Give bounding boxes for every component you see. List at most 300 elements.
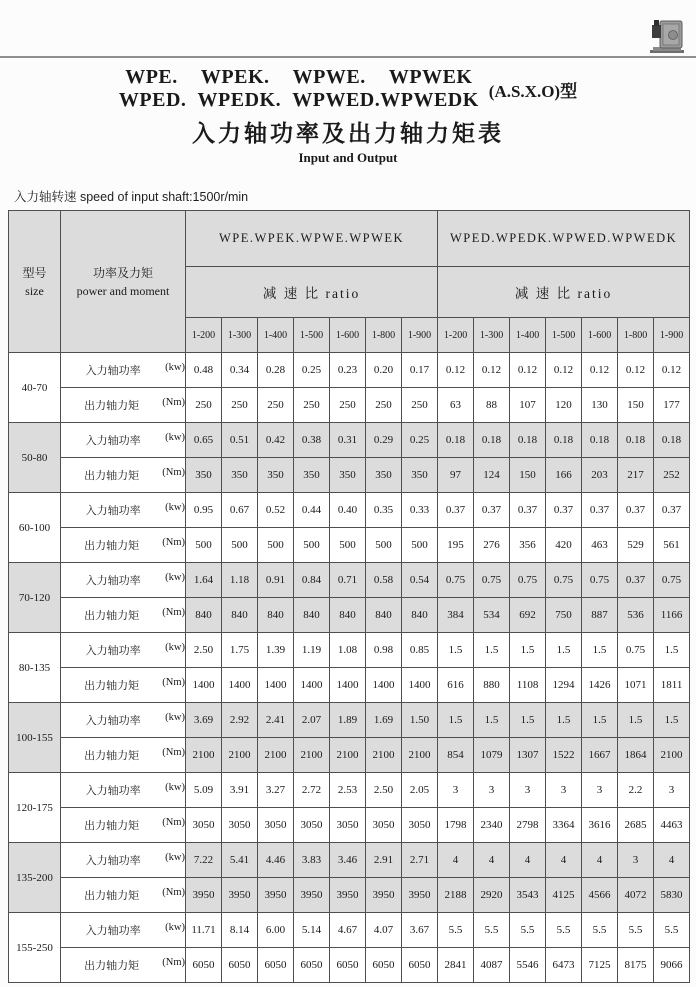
page-title: 入力轴功率及出力轴力矩表	[192, 121, 504, 146]
row-unit: (Nm)	[162, 607, 185, 618]
row-unit: (Nm)	[162, 887, 185, 898]
torque-row	[9, 808, 690, 843]
value-cell: 616	[438, 668, 474, 703]
power-row	[9, 773, 690, 808]
value-cell: 0.71	[330, 563, 366, 598]
row-label: 出力轴力矩	[84, 680, 140, 692]
value-cell: 0.44	[294, 493, 330, 528]
row-label: 入力轴功率	[85, 715, 141, 727]
value-cell: 5.5	[654, 913, 690, 948]
size-cell: 135-200	[9, 843, 61, 913]
value-cell: 0.67	[222, 493, 258, 528]
row-label-cell	[61, 528, 186, 563]
value-cell: 0.37	[618, 563, 654, 598]
value-cell: 1071	[618, 668, 654, 703]
value-cell: 0.18	[618, 423, 654, 458]
value-cell: 3050	[222, 808, 258, 843]
torque-row	[9, 668, 690, 703]
row-label: 出力轴力矩	[84, 820, 140, 832]
value-cell: 0.33	[402, 493, 438, 528]
row-unit: (kw)	[165, 712, 185, 723]
value-cell: 0.75	[582, 563, 618, 598]
row-unit: (Nm)	[162, 817, 185, 828]
value-cell: 1.5	[546, 703, 582, 738]
ratio-column-header: 1-400	[258, 318, 294, 353]
value-cell: 3	[654, 773, 690, 808]
value-cell: 529	[618, 528, 654, 563]
value-cell: 1.64	[186, 563, 222, 598]
value-cell: 2.50	[366, 773, 402, 808]
value-cell: 1.08	[330, 633, 366, 668]
value-cell: 276	[474, 528, 510, 563]
row-label: 入力轴功率	[85, 925, 141, 937]
value-cell: 1798	[438, 808, 474, 843]
value-cell: 840	[186, 598, 222, 633]
value-cell: 500	[294, 528, 330, 563]
value-cell: 2100	[258, 738, 294, 773]
row-label: 入力轴功率	[85, 855, 141, 867]
value-cell: 2.50	[186, 633, 222, 668]
group1-header: WPE.WPEK.WPWE.WPWEK	[186, 211, 438, 267]
value-cell: 0.37	[582, 493, 618, 528]
value-cell: 1400	[294, 668, 330, 703]
value-cell: 0.37	[438, 493, 474, 528]
ratio-column-header: 1-800	[366, 318, 402, 353]
value-cell: 150	[510, 458, 546, 493]
value-cell: 4087	[474, 948, 510, 983]
ratio-column-header: 1-600	[330, 318, 366, 353]
value-cell: 1667	[582, 738, 618, 773]
value-cell: 1079	[474, 738, 510, 773]
value-cell: 6050	[222, 948, 258, 983]
row-unit: (kw)	[165, 852, 185, 863]
value-cell: 2.71	[402, 843, 438, 878]
row-label: 入力轴功率	[85, 575, 141, 587]
row-unit: (kw)	[165, 362, 185, 373]
size-cell: 40-70	[9, 353, 61, 423]
size-cell: 80-135	[9, 633, 61, 703]
value-cell: 2100	[366, 738, 402, 773]
value-cell: 0.37	[546, 493, 582, 528]
row-label-cell	[61, 843, 186, 878]
value-cell: 0.12	[618, 353, 654, 388]
value-cell: 3	[618, 843, 654, 878]
value-cell: 250	[366, 388, 402, 423]
value-cell: 500	[258, 528, 294, 563]
value-cell: 1307	[510, 738, 546, 773]
row-unit: (kw)	[165, 642, 185, 653]
value-cell: 3950	[366, 878, 402, 913]
row-label: 出力轴力矩	[84, 610, 140, 622]
value-cell: 0.12	[546, 353, 582, 388]
value-cell: 854	[438, 738, 474, 773]
value-cell: 3950	[330, 878, 366, 913]
value-cell: 1.5	[654, 703, 690, 738]
size-cell: 50-80	[9, 423, 61, 493]
row-label: 出力轴力矩	[84, 470, 140, 482]
row-label-cell	[61, 353, 186, 388]
torque-row	[9, 738, 690, 773]
title-lines	[119, 66, 479, 112]
value-cell: 3050	[402, 808, 438, 843]
torque-row	[9, 458, 690, 493]
value-cell: 0.12	[474, 353, 510, 388]
row-label: 出力轴力矩	[84, 400, 140, 412]
value-cell: 250	[330, 388, 366, 423]
value-cell: 97	[438, 458, 474, 493]
value-cell: 840	[366, 598, 402, 633]
value-cell: 2685	[618, 808, 654, 843]
value-cell: 0.18	[438, 423, 474, 458]
value-cell: 5830	[654, 878, 690, 913]
value-cell: 4	[546, 843, 582, 878]
value-cell: 1426	[582, 668, 618, 703]
value-cell: 5.5	[546, 913, 582, 948]
value-cell: 0.28	[258, 353, 294, 388]
value-cell: 880	[474, 668, 510, 703]
value-cell: 130	[582, 388, 618, 423]
value-cell: 2.72	[294, 773, 330, 808]
value-cell: 5.5	[474, 913, 510, 948]
row-label-cell	[61, 773, 186, 808]
row-unit: (Nm)	[162, 677, 185, 688]
value-cell: 3616	[582, 808, 618, 843]
value-cell: 2100	[186, 738, 222, 773]
value-cell: 350	[258, 458, 294, 493]
value-cell: 120	[546, 388, 582, 423]
value-cell: 2.41	[258, 703, 294, 738]
value-cell: 3	[582, 773, 618, 808]
value-cell: 0.98	[366, 633, 402, 668]
value-cell: 840	[258, 598, 294, 633]
value-cell: 4	[474, 843, 510, 878]
value-cell: 250	[222, 388, 258, 423]
value-cell: 0.18	[546, 423, 582, 458]
value-cell: 840	[330, 598, 366, 633]
value-cell: 0.37	[654, 493, 690, 528]
value-cell: 195	[438, 528, 474, 563]
row-label-cell	[61, 458, 186, 493]
value-cell: 3950	[402, 878, 438, 913]
value-cell: 166	[546, 458, 582, 493]
value-cell: 2340	[474, 808, 510, 843]
value-cell: 0.52	[258, 493, 294, 528]
value-cell: 3.67	[402, 913, 438, 948]
row-label: 入力轴功率	[85, 505, 141, 517]
value-cell: 1.5	[618, 703, 654, 738]
value-cell: 1.5	[438, 633, 474, 668]
value-cell: 2920	[474, 878, 510, 913]
value-cell: 0.42	[258, 423, 294, 458]
value-cell: 0.12	[582, 353, 618, 388]
ratio-column-header: 1-200	[186, 318, 222, 353]
row-label-cell	[61, 738, 186, 773]
value-cell: 250	[402, 388, 438, 423]
value-cell: 0.18	[510, 423, 546, 458]
ratio-column-header: 1-200	[438, 318, 474, 353]
value-cell: 840	[402, 598, 438, 633]
row-label: 入力轴功率	[85, 435, 141, 447]
value-cell: 4.07	[366, 913, 402, 948]
value-cell: 1.50	[402, 703, 438, 738]
value-cell: 5546	[510, 948, 546, 983]
value-cell: 8175	[618, 948, 654, 983]
torque-row	[9, 948, 690, 983]
value-cell: 0.31	[330, 423, 366, 458]
value-cell: 4.67	[330, 913, 366, 948]
power-row	[9, 843, 690, 878]
value-cell: 0.51	[222, 423, 258, 458]
value-cell: 0.84	[294, 563, 330, 598]
row-unit: (Nm)	[162, 747, 185, 758]
value-cell: 350	[330, 458, 366, 493]
size-cell: 60-100	[9, 493, 61, 563]
value-cell: 692	[510, 598, 546, 633]
value-cell: 500	[222, 528, 258, 563]
value-cell: 0.48	[186, 353, 222, 388]
row-label-cell	[61, 598, 186, 633]
value-cell: 2.91	[366, 843, 402, 878]
value-cell: 4125	[546, 878, 582, 913]
value-cell: 463	[582, 528, 618, 563]
value-cell: 252	[654, 458, 690, 493]
power-moment-column-header	[61, 211, 186, 353]
page-subtitle: Input and Output	[298, 150, 398, 165]
value-cell: 6.00	[258, 913, 294, 948]
value-cell: 1.69	[366, 703, 402, 738]
table-header	[9, 211, 690, 353]
value-cell: 0.85	[402, 633, 438, 668]
top-divider	[0, 56, 696, 58]
value-cell: 0.54	[402, 563, 438, 598]
value-cell: 0.65	[186, 423, 222, 458]
ratio-column-header: 1-500	[546, 318, 582, 353]
value-cell: 4	[510, 843, 546, 878]
value-cell: 384	[438, 598, 474, 633]
value-cell: 150	[618, 388, 654, 423]
value-cell: 3.83	[294, 843, 330, 878]
row-label-cell	[61, 493, 186, 528]
value-cell: 840	[294, 598, 330, 633]
value-cell: 1.75	[222, 633, 258, 668]
row-label: 入力轴功率	[85, 645, 141, 657]
value-cell: 1400	[366, 668, 402, 703]
group2-header: WPED.WPEDK.WPWED.WPWEDK	[438, 211, 690, 267]
ratio-header-2: 减 速 比 ratio	[438, 267, 690, 318]
header-row-groups	[9, 211, 690, 267]
value-cell: 0.29	[366, 423, 402, 458]
row-label: 出力轴力矩	[84, 960, 140, 972]
value-cell: 350	[402, 458, 438, 493]
value-cell: 2188	[438, 878, 474, 913]
value-cell: 250	[258, 388, 294, 423]
value-cell: 1294	[546, 668, 582, 703]
value-cell: 3	[438, 773, 474, 808]
value-cell: 0.75	[438, 563, 474, 598]
reducer-photo	[643, 9, 691, 57]
value-cell: 0.12	[654, 353, 690, 388]
value-cell: 500	[330, 528, 366, 563]
value-cell: 4	[438, 843, 474, 878]
value-cell: 0.23	[330, 353, 366, 388]
value-cell: 2100	[294, 738, 330, 773]
ratio-column-header: 1-500	[294, 318, 330, 353]
row-unit: (kw)	[165, 432, 185, 443]
value-cell: 536	[618, 598, 654, 633]
torque-row	[9, 878, 690, 913]
value-cell: 1811	[654, 668, 690, 703]
page-header	[0, 66, 696, 112]
value-cell: 1.18	[222, 563, 258, 598]
row-label: 入力轴功率	[85, 785, 141, 797]
value-cell: 1.5	[474, 703, 510, 738]
value-cell: 2.07	[294, 703, 330, 738]
value-cell: 1400	[330, 668, 366, 703]
value-cell: 840	[222, 598, 258, 633]
torque-row	[9, 598, 690, 633]
torque-row	[9, 388, 690, 423]
value-cell: 1166	[654, 598, 690, 633]
value-cell: 0.37	[510, 493, 546, 528]
row-unit: (kw)	[165, 572, 185, 583]
value-cell: 0.20	[366, 353, 402, 388]
ratio-column-header: 1-400	[510, 318, 546, 353]
power-row	[9, 703, 690, 738]
value-cell: 0.25	[294, 353, 330, 388]
value-cell: 1108	[510, 668, 546, 703]
value-cell: 5.5	[582, 913, 618, 948]
value-cell: 3.46	[330, 843, 366, 878]
value-cell: 1864	[618, 738, 654, 773]
value-cell: 1.5	[582, 633, 618, 668]
value-cell: 6050	[402, 948, 438, 983]
value-cell: 3050	[258, 808, 294, 843]
value-cell: 420	[546, 528, 582, 563]
value-cell: 3050	[186, 808, 222, 843]
value-cell: 250	[186, 388, 222, 423]
value-cell: 500	[366, 528, 402, 563]
torque-row	[9, 528, 690, 563]
value-cell: 500	[402, 528, 438, 563]
value-cell: 4	[654, 843, 690, 878]
size-header-en: size	[25, 283, 44, 298]
ratio-column-header: 1-300	[474, 318, 510, 353]
power-row	[9, 563, 690, 598]
value-cell: 6050	[294, 948, 330, 983]
size-column-header	[9, 211, 61, 353]
value-cell: 0.75	[546, 563, 582, 598]
value-cell: 3050	[330, 808, 366, 843]
value-cell: 0.37	[474, 493, 510, 528]
value-cell: 2.05	[402, 773, 438, 808]
value-cell: 1522	[546, 738, 582, 773]
value-cell: 107	[510, 388, 546, 423]
value-cell: 3543	[510, 878, 546, 913]
title-line-1: WPE. WPEK. WPWE. WPWEK	[125, 66, 473, 88]
title-suffix: (A.S.X.O)型	[488, 81, 578, 101]
ratio-column-header: 1-900	[654, 318, 690, 353]
value-cell: 1.5	[438, 703, 474, 738]
row-label-cell	[61, 808, 186, 843]
value-cell: 5.09	[186, 773, 222, 808]
ratio-column-header: 1-900	[402, 318, 438, 353]
value-cell: 217	[618, 458, 654, 493]
power-moment-header-en: power and moment	[76, 283, 170, 298]
size-cell: 70-120	[9, 563, 61, 633]
value-cell: 3.27	[258, 773, 294, 808]
value-cell: 5.5	[510, 913, 546, 948]
row-unit: (Nm)	[162, 537, 185, 548]
value-cell: 6473	[546, 948, 582, 983]
value-cell: 1.5	[474, 633, 510, 668]
value-cell: 4566	[582, 878, 618, 913]
value-cell: 3950	[186, 878, 222, 913]
value-cell: 1.19	[294, 633, 330, 668]
value-cell: 0.91	[258, 563, 294, 598]
size-header-cn: 型号	[22, 265, 47, 280]
value-cell: 203	[582, 458, 618, 493]
value-cell: 0.35	[366, 493, 402, 528]
value-cell: 0.25	[402, 423, 438, 458]
value-cell: 1.5	[582, 703, 618, 738]
ratio-column-header: 1-800	[618, 318, 654, 353]
row-label-cell	[61, 948, 186, 983]
value-cell: 6050	[366, 948, 402, 983]
row-unit: (Nm)	[162, 467, 185, 478]
value-cell: 1400	[258, 668, 294, 703]
power-row	[9, 633, 690, 668]
value-cell: 750	[546, 598, 582, 633]
value-cell: 1.39	[258, 633, 294, 668]
power-row	[9, 353, 690, 388]
value-cell: 11.71	[186, 913, 222, 948]
value-cell: 561	[654, 528, 690, 563]
value-cell: 1400	[186, 668, 222, 703]
size-cell: 155-250	[9, 913, 61, 983]
power-row	[9, 423, 690, 458]
value-cell: 0.75	[618, 633, 654, 668]
row-label-cell	[61, 563, 186, 598]
value-cell: 0.34	[222, 353, 258, 388]
value-cell: 5.14	[294, 913, 330, 948]
row-unit: (kw)	[165, 502, 185, 513]
value-cell: 887	[582, 598, 618, 633]
row-unit: (kw)	[165, 922, 185, 933]
value-cell: 350	[186, 458, 222, 493]
value-cell: 3050	[294, 808, 330, 843]
value-cell: 88	[474, 388, 510, 423]
row-label-cell	[61, 913, 186, 948]
value-cell: 3950	[294, 878, 330, 913]
value-cell: 2100	[330, 738, 366, 773]
row-label: 出力轴力矩	[84, 750, 140, 762]
value-cell: 3	[510, 773, 546, 808]
value-cell: 0.75	[474, 563, 510, 598]
value-cell: 1400	[402, 668, 438, 703]
value-cell: 7125	[582, 948, 618, 983]
value-cell: 3050	[366, 808, 402, 843]
value-cell: 0.12	[510, 353, 546, 388]
value-cell: 124	[474, 458, 510, 493]
value-cell: 3.91	[222, 773, 258, 808]
row-label-cell	[61, 423, 186, 458]
value-cell: 1.5	[654, 633, 690, 668]
row-unit: (Nm)	[162, 957, 185, 968]
value-cell: 1.5	[510, 633, 546, 668]
row-label-cell	[61, 633, 186, 668]
row-label: 出力轴力矩	[84, 890, 140, 902]
value-cell: 0.58	[366, 563, 402, 598]
